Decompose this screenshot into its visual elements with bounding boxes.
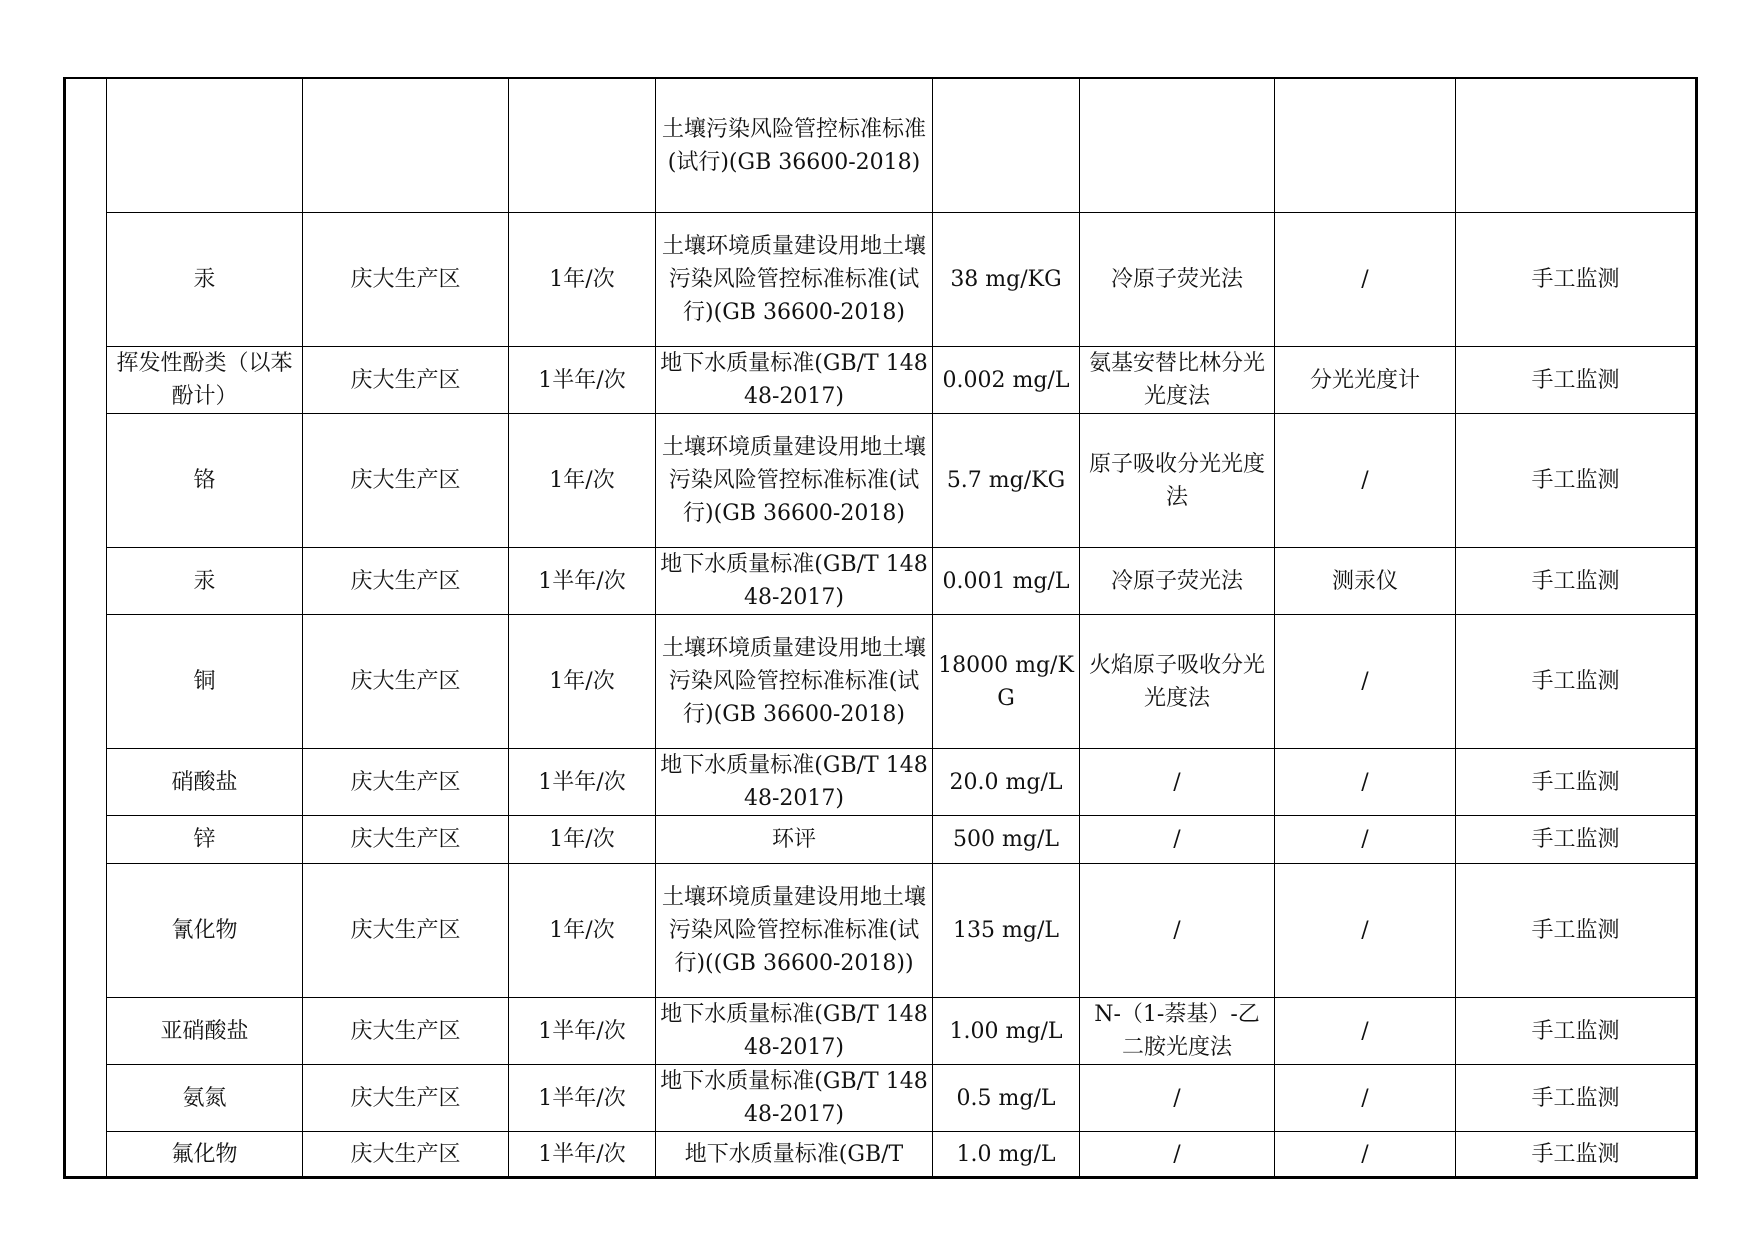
method-cell: 氨基安替比林分光光度法: [1080, 347, 1275, 414]
item-cell: 氟化物: [107, 1132, 303, 1178]
method-cell: /: [1080, 1065, 1275, 1132]
item-cell: 氰化物: [107, 864, 303, 998]
instrument-cell: /: [1275, 998, 1456, 1065]
standard-cell: 地下水质量标准(GB/T 14848-2017): [656, 998, 933, 1065]
table-row: [65, 414, 1697, 548]
limit-cell: [933, 78, 1080, 213]
instrument-cell: 分光光度计: [1275, 347, 1456, 414]
table-row: [65, 864, 1697, 998]
instrument-cell: /: [1275, 1132, 1456, 1178]
standard-cell: 土壤环境质量建设用地土壤污染风险管控标准标准(试行)(GB 36600-2018): [656, 615, 933, 749]
item-cell: 汞: [107, 548, 303, 615]
method-cell: 原子吸收分光光度法: [1080, 414, 1275, 548]
standard-cell: 地下水质量标准(GB/T 14848-2017): [656, 347, 933, 414]
method-cell: /: [1080, 864, 1275, 998]
instrument-cell: /: [1275, 615, 1456, 749]
instrument-cell: /: [1275, 864, 1456, 998]
limit-cell: 5.7 mg/KG: [933, 414, 1080, 548]
monitoring-type-cell: 手工监测: [1456, 1065, 1697, 1132]
location-cell: 庆大生产区: [303, 347, 509, 414]
location-cell: 庆大生产区: [303, 864, 509, 998]
item-cell: 汞: [107, 213, 303, 347]
table-row: [65, 78, 1697, 213]
frequency-cell: [509, 78, 656, 213]
table-row: [65, 749, 1697, 816]
monitoring-type-cell: 手工监测: [1456, 615, 1697, 749]
location-cell: 庆大生产区: [303, 1132, 509, 1178]
table-row: [65, 615, 1697, 749]
standard-cell: 土壤污染风险管控标准标准(试行)(GB 36600-2018): [656, 78, 933, 213]
monitoring-type-cell: 手工监测: [1456, 864, 1697, 998]
frequency-cell: 1半年/次: [509, 998, 656, 1065]
frequency-cell: 1半年/次: [509, 1065, 656, 1132]
instrument-cell: /: [1275, 213, 1456, 347]
monitoring-type-cell: 手工监测: [1456, 1132, 1697, 1178]
item-cell: [107, 78, 303, 213]
instrument-cell: /: [1275, 1065, 1456, 1132]
table-row: [65, 998, 1697, 1065]
location-cell: 庆大生产区: [303, 816, 509, 864]
table-row: [65, 548, 1697, 615]
instrument-cell: [1275, 78, 1456, 213]
standard-cell: 土壤环境质量建设用地土壤污染风险管控标准标准(试行)((GB 36600-2018)): [656, 864, 933, 998]
group-cell: [65, 78, 107, 1178]
limit-cell: 20.0 mg/L: [933, 749, 1080, 816]
location-cell: 庆大生产区: [303, 749, 509, 816]
standard-cell: 地下水质量标准(GB/T: [656, 1132, 933, 1178]
item-cell: 铜: [107, 615, 303, 749]
frequency-cell: 1年/次: [509, 816, 656, 864]
standard-cell: 土壤环境质量建设用地土壤污染风险管控标准标准(试行)(GB 36600-2018): [656, 213, 933, 347]
method-cell: /: [1080, 1132, 1275, 1178]
location-cell: 庆大生产区: [303, 615, 509, 749]
method-cell: [1080, 78, 1275, 213]
table-row: [65, 213, 1697, 347]
item-cell: 铬: [107, 414, 303, 548]
item-cell: 锌: [107, 816, 303, 864]
method-cell: /: [1080, 816, 1275, 864]
standard-cell: 环评: [656, 816, 933, 864]
location-cell: [303, 78, 509, 213]
table-row: [65, 1132, 1697, 1178]
item-cell: 氨氮: [107, 1065, 303, 1132]
location-cell: 庆大生产区: [303, 548, 509, 615]
limit-cell: 1.00 mg/L: [933, 998, 1080, 1065]
limit-cell: 0.002 mg/L: [933, 347, 1080, 414]
limit-cell: 18000 mg/KG: [933, 615, 1080, 749]
frequency-cell: 1年/次: [509, 213, 656, 347]
frequency-cell: 1年/次: [509, 864, 656, 998]
method-cell: 冷原子荧光法: [1080, 548, 1275, 615]
standard-cell: 地下水质量标准(GB/T 14848-2017): [656, 749, 933, 816]
item-cell: 硝酸盐: [107, 749, 303, 816]
method-cell: 冷原子荧光法: [1080, 213, 1275, 347]
table-row: [65, 347, 1697, 414]
instrument-cell: /: [1275, 816, 1456, 864]
monitoring-type-cell: 手工监测: [1456, 998, 1697, 1065]
monitoring-type-cell: 手工监测: [1456, 213, 1697, 347]
method-cell: 火焰原子吸收分光光度法: [1080, 615, 1275, 749]
limit-cell: 0.5 mg/L: [933, 1065, 1080, 1132]
monitoring-type-cell: 手工监测: [1456, 548, 1697, 615]
instrument-cell: /: [1275, 414, 1456, 548]
limit-cell: 135 mg/L: [933, 864, 1080, 998]
monitoring-type-cell: [1456, 78, 1697, 213]
table-row: [65, 816, 1697, 864]
frequency-cell: 1半年/次: [509, 1132, 656, 1178]
frequency-cell: 1半年/次: [509, 347, 656, 414]
limit-cell: 38 mg/KG: [933, 213, 1080, 347]
monitoring-type-cell: 手工监测: [1456, 414, 1697, 548]
location-cell: 庆大生产区: [303, 998, 509, 1065]
location-cell: 庆大生产区: [303, 414, 509, 548]
frequency-cell: 1年/次: [509, 414, 656, 548]
standard-cell: 地下水质量标准(GB/T 14848-2017): [656, 548, 933, 615]
item-cell: 亚硝酸盐: [107, 998, 303, 1065]
limit-cell: 500 mg/L: [933, 816, 1080, 864]
monitoring-type-cell: 手工监测: [1456, 816, 1697, 864]
instrument-cell: /: [1275, 749, 1456, 816]
frequency-cell: 1半年/次: [509, 749, 656, 816]
instrument-cell: 测汞仪: [1275, 548, 1456, 615]
location-cell: 庆大生产区: [303, 1065, 509, 1132]
location-cell: 庆大生产区: [303, 213, 509, 347]
limit-cell: 0.001 mg/L: [933, 548, 1080, 615]
monitoring-type-cell: 手工监测: [1456, 749, 1697, 816]
frequency-cell: 1年/次: [509, 615, 656, 749]
standard-cell: 土壤环境质量建设用地土壤污染风险管控标准标准(试行)(GB 36600-2018): [656, 414, 933, 548]
frequency-cell: 1半年/次: [509, 548, 656, 615]
standard-cell: 地下水质量标准(GB/T 14848-2017): [656, 1065, 933, 1132]
monitoring-type-cell: 手工监测: [1456, 347, 1697, 414]
limit-cell: 1.0 mg/L: [933, 1132, 1080, 1178]
table-row: [65, 1065, 1697, 1132]
item-cell: 挥发性酚类（以苯酚计）: [107, 347, 303, 414]
method-cell: N-（1-萘基）-乙二胺光度法: [1080, 998, 1275, 1065]
monitoring-table: [63, 77, 1698, 1179]
method-cell: /: [1080, 749, 1275, 816]
